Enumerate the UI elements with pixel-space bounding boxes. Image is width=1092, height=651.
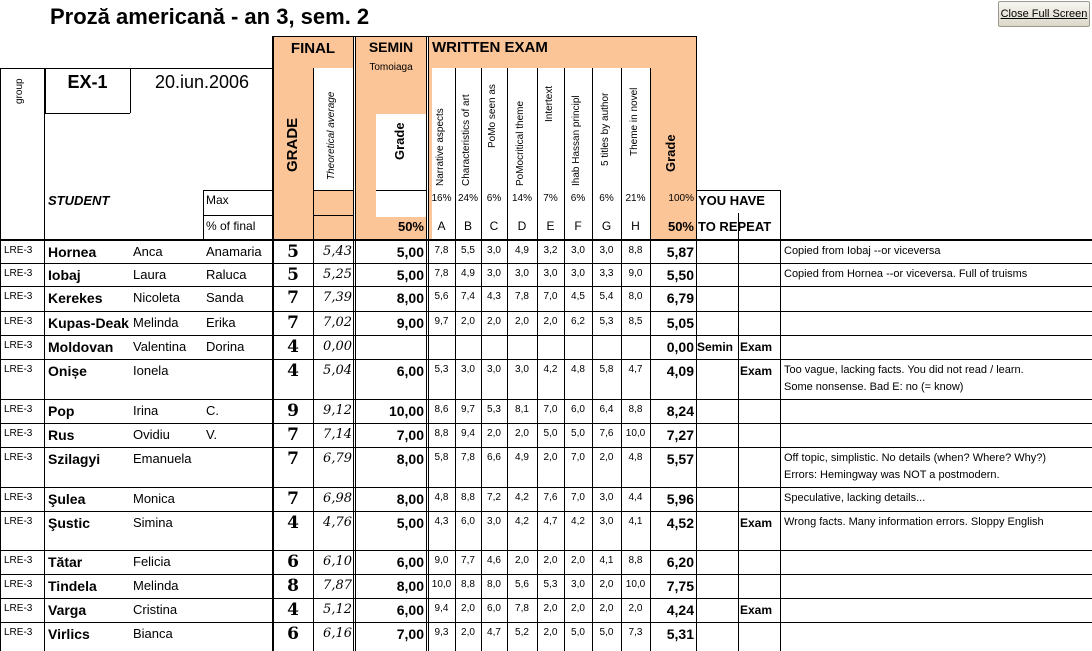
row-group: LRE-3 [4, 516, 33, 527]
row-divider [0, 574, 1092, 575]
row-score-h[interactable]: 10,0 [625, 579, 646, 590]
row-score-a[interactable]: 5,8 [434, 452, 449, 463]
row-score-c[interactable]: 3,0 [487, 516, 501, 527]
row-score-b[interactable]: 7,4 [461, 291, 475, 302]
row-score-c[interactable]: 4,3 [487, 291, 501, 302]
row-written-grade[interactable]: 0,00 [666, 339, 694, 355]
topic-f-letter: F [574, 219, 582, 233]
row-written-grade[interactable]: 5,05 [666, 315, 694, 331]
topic-a-letter: A [437, 219, 446, 233]
topic-h-weight: 21% [625, 193, 646, 204]
row-final-grade[interactable]: 7 [287, 288, 299, 308]
row-semin-grade[interactable]: 10,00 [388, 403, 424, 419]
row-first-name[interactable]: Irina [133, 403, 159, 418]
row-theoretical-average[interactable]: 0,00 [323, 339, 352, 354]
written-exam-header: WRITTEN EXAM [432, 39, 548, 56]
row-score-g[interactable]: 3,0 [599, 245, 614, 256]
row-group: LRE-3 [4, 603, 33, 614]
row-score-e[interactable]: 2,0 [543, 452, 558, 463]
row-group: LRE-3 [4, 245, 33, 256]
row-score-d[interactable]: 4,9 [515, 245, 529, 256]
row-score-b[interactable]: 8,8 [461, 579, 475, 590]
row-score-d[interactable]: 5,2 [515, 627, 529, 638]
row-score-d[interactable]: 3,0 [515, 268, 529, 279]
max-label: Max [206, 193, 229, 207]
row-group: LRE-3 [4, 291, 33, 302]
row-first-name[interactable]: Felicia [133, 554, 171, 569]
semin-teacher: Tomoiaga [369, 62, 413, 73]
row-last-name[interactable]: Virlics [48, 626, 90, 642]
row-repeat-exam: Exam [740, 364, 773, 378]
row-score-b[interactable]: 2,0 [461, 627, 475, 638]
repeat-header-line1: YOU HAVE [698, 193, 765, 208]
topic-e-name: Intertext [544, 85, 555, 122]
row-final-grade[interactable]: 5 [287, 242, 299, 262]
row-score-e[interactable]: 3,0 [543, 268, 558, 279]
row-semin-grade[interactable]: 5,00 [396, 267, 424, 283]
row-score-g[interactable]: 2,0 [599, 452, 614, 463]
row-group: LRE-3 [4, 579, 33, 590]
row-score-d[interactable]: 8,1 [515, 404, 529, 415]
row-score-b[interactable]: 8,8 [461, 492, 475, 503]
topic-c-name: PoMo seen as [487, 84, 498, 148]
row-first-name[interactable]: Laura [133, 267, 167, 282]
row-score-e[interactable]: 2,0 [543, 316, 558, 327]
row-group: LRE-3 [4, 364, 33, 375]
row-score-e[interactable]: 5,3 [543, 579, 558, 590]
row-score-f[interactable]: 3,0 [571, 579, 585, 590]
row-score-b[interactable]: 9,4 [461, 428, 475, 439]
written-max: 100% [668, 193, 694, 204]
row-group: LRE-3 [4, 627, 33, 638]
semin-pct: 50% [397, 219, 424, 234]
row-semin-grade[interactable]: 6,00 [396, 602, 424, 618]
row-score-d[interactable]: 7,8 [515, 603, 529, 614]
row-final-grade[interactable]: 7 [287, 449, 299, 469]
row-last-name[interactable]: Şulea [48, 491, 86, 507]
row-score-h[interactable]: 4,8 [628, 452, 643, 463]
row-first-name[interactable]: Monica [133, 491, 175, 506]
topic-d-name: PoMocritical theme [515, 100, 526, 186]
row-score-a[interactable]: 4,3 [434, 516, 449, 527]
row-comment-line1: Off topic, simplistic. No details (when? Where? Why?) [784, 452, 1047, 464]
row-semin-grade[interactable]: 8,00 [396, 578, 424, 594]
row-score-c[interactable]: 4,6 [487, 555, 501, 566]
row-repeat-exam: Exam [740, 603, 773, 617]
row-first-name[interactable]: Nicoleta [133, 290, 180, 305]
row-score-f[interactable]: 4,2 [571, 516, 585, 527]
row-divider [0, 359, 1092, 360]
row-theoretical-average[interactable]: 6,79 [323, 451, 352, 466]
row-first-name[interactable]: Melinda [133, 578, 179, 593]
row-group: LRE-3 [4, 492, 33, 503]
row-first-name[interactable]: Anca [133, 244, 163, 259]
row-score-h[interactable]: 10,0 [625, 428, 646, 439]
row-divider [0, 511, 1092, 512]
row-first-name[interactable]: Melinda [133, 315, 179, 330]
row-theoretical-average[interactable]: 5,12 [323, 602, 352, 617]
row-score-c[interactable]: 3,0 [487, 268, 501, 279]
row-final-grade[interactable]: 8 [287, 576, 299, 596]
row-theoretical-average[interactable]: 5,43 [323, 244, 352, 259]
row-score-c[interactable]: 3,0 [487, 364, 501, 375]
row-divider [0, 487, 1092, 488]
row-final-grade[interactable]: 6 [287, 624, 299, 644]
row-theoretical-average[interactable]: 6,98 [323, 491, 352, 506]
pct-of-final-label: % of final [206, 219, 256, 233]
row-score-f[interactable]: 7,0 [571, 452, 585, 463]
row-score-g[interactable]: 5,4 [599, 291, 614, 302]
row-last-name[interactable]: Şustic [48, 515, 91, 531]
row-first-name[interactable]: Simina [133, 515, 173, 530]
row-score-d[interactable]: 7,8 [515, 291, 529, 302]
row-score-h[interactable]: 4,7 [628, 364, 643, 375]
row-comment-line1: Too vague, lacking facts. You did not read / learn. [784, 364, 1024, 376]
row-final-grade[interactable]: 4 [287, 361, 299, 381]
row-written-grade[interactable]: 8,24 [666, 403, 694, 419]
row-score-a[interactable]: 9,7 [434, 316, 449, 327]
semin-header-bg-left [356, 114, 376, 239]
topic-f-weight: 6% [570, 193, 586, 204]
row-written-grade[interactable]: 4,09 [666, 363, 694, 379]
row-final-grade[interactable]: 7 [287, 313, 299, 333]
row-last-name[interactable]: Kupas-Deak [48, 315, 129, 331]
row-divider [0, 423, 1092, 424]
row-group: LRE-3 [4, 404, 33, 415]
row-score-a[interactable]: 5,6 [434, 291, 449, 302]
semin-header: SEMIN [368, 39, 414, 55]
row-last-name[interactable]: Onișe [48, 363, 87, 379]
row-score-g[interactable]: 3,0 [599, 516, 614, 527]
topic-h-name: Theme in novel [629, 87, 640, 156]
row-repeat-exam: Exam [740, 340, 773, 354]
row-score-f[interactable]: 2,0 [571, 603, 585, 614]
row-comment-line2: Some nonsense. Bad E: no (= know) [784, 381, 964, 393]
topic-g-weight: 6% [599, 193, 614, 204]
row-score-e[interactable]: 7,0 [543, 404, 558, 415]
row-score-c[interactable]: 5,3 [487, 404, 501, 415]
row-comment-line2: Errors: Hemingway was NOT a postmodern. [784, 469, 1000, 481]
topic-d-weight: 14% [511, 193, 532, 204]
row-score-a[interactable]: 4,8 [434, 492, 449, 503]
topic-a-name: Narrative aspects [435, 108, 446, 186]
row-comment-line1: Copied from Iobaj --or viceversa [784, 245, 941, 257]
row-final-grade[interactable]: 4 [287, 513, 299, 533]
exam-date: 20.iun.2006 [154, 72, 250, 92]
row-score-e[interactable]: 4,7 [543, 516, 558, 527]
row-semin-grade[interactable]: 7,00 [396, 427, 424, 443]
row-score-a[interactable]: 7,8 [434, 245, 449, 256]
row-written-grade[interactable]: 7,27 [666, 427, 694, 443]
row-score-a[interactable]: 9,3 [434, 627, 449, 638]
row-final-grade[interactable]: 6 [287, 552, 299, 572]
row-final-grade[interactable]: 5 [287, 265, 299, 285]
row-group: LRE-3 [4, 268, 33, 279]
row-middle-name[interactable]: Raluca [206, 267, 247, 282]
row-score-g[interactable]: 7,6 [599, 428, 614, 439]
topic-c-letter: C [489, 219, 499, 233]
row-theoretical-average[interactable]: 7,87 [323, 578, 352, 593]
row-score-d[interactable]: 4,2 [515, 492, 529, 503]
semin-grade-header: Grade [392, 122, 407, 160]
row-first-name[interactable]: Emanuela [133, 451, 192, 466]
row-score-c[interactable]: 2,0 [487, 316, 501, 327]
row-score-b[interactable]: 4,9 [461, 268, 475, 279]
row-last-name[interactable]: Szilagyi [48, 451, 101, 467]
row-divider [0, 598, 1092, 599]
group-header: group [14, 78, 25, 104]
row-score-c[interactable]: 8,0 [487, 579, 501, 590]
row-score-d[interactable]: 2,0 [515, 428, 529, 439]
row-final-grade[interactable]: 4 [287, 600, 299, 620]
row-score-f[interactable]: 4,5 [571, 291, 585, 302]
row-score-f[interactable]: 2,0 [571, 555, 585, 566]
row-semin-grade[interactable]: 6,00 [396, 554, 424, 570]
row-score-e[interactable]: 3,2 [543, 245, 558, 256]
row-first-name[interactable]: Ovidiu [133, 427, 170, 442]
row-first-name[interactable]: Ionela [133, 363, 169, 378]
row-written-grade[interactable]: 5,96 [666, 491, 694, 507]
row-score-f[interactable]: 6,2 [571, 316, 585, 327]
row-score-a[interactable]: 7,8 [434, 268, 449, 279]
row-score-a[interactable]: 8,8 [434, 428, 449, 439]
row-score-g[interactable]: 3,0 [599, 492, 614, 503]
row-group: LRE-3 [4, 452, 33, 463]
row-theoretical-average[interactable]: 7,39 [323, 290, 352, 305]
row-semin-grade[interactable]: 7,00 [396, 626, 424, 642]
row-last-name[interactable]: Kerekes [48, 290, 103, 306]
row-score-c[interactable]: 4,7 [487, 627, 501, 638]
row-score-h[interactable]: 8,8 [628, 555, 643, 566]
row-score-h[interactable]: 4,4 [628, 492, 643, 503]
row-score-e[interactable]: 2,0 [543, 603, 558, 614]
row-score-g[interactable]: 2,0 [599, 579, 614, 590]
row-score-f[interactable]: 5,0 [571, 428, 585, 439]
row-score-c[interactable]: 7,2 [487, 492, 501, 503]
topic-d-letter: D [517, 219, 527, 233]
row-first-name[interactable]: Bianca [133, 626, 173, 641]
row-score-b[interactable]: 7,7 [461, 555, 475, 566]
theoretical-average-header: Theoretical average [326, 91, 337, 180]
close-full-screen-button[interactable]: Close Full Screen [998, 1, 1090, 27]
row-divider [0, 263, 1092, 264]
row-written-grade[interactable]: 6,20 [666, 554, 694, 570]
row-score-d[interactable]: 4,9 [515, 452, 529, 463]
row-repeat-semin: Semin [697, 340, 734, 354]
topic-e-letter: E [546, 219, 555, 233]
row-score-d[interactable]: 4,2 [515, 516, 529, 527]
row-middle-name[interactable]: C. [206, 403, 219, 418]
row-score-d[interactable]: 5,6 [515, 579, 529, 590]
row-score-b[interactable]: 2,0 [461, 603, 475, 614]
row-score-a[interactable]: 5,3 [434, 364, 449, 375]
row-score-b[interactable]: 9,7 [461, 404, 475, 415]
exam-code: EX-1 [67, 72, 108, 92]
row-last-name[interactable]: Tătar [48, 554, 83, 570]
row-middle-name[interactable]: Dorina [206, 339, 245, 354]
row-last-name[interactable]: Pop [48, 403, 75, 419]
row-comment-line1: Wrong facts. Many information errors. Sloppy English [784, 516, 1044, 528]
row-last-name[interactable]: Tindela [48, 578, 97, 594]
row-score-b[interactable]: 5,5 [461, 245, 475, 256]
row-theoretical-average[interactable]: 5,04 [323, 363, 352, 378]
row-divider [0, 622, 1092, 623]
row-score-b[interactable]: 3,0 [461, 364, 475, 375]
row-score-g[interactable]: 6,4 [599, 404, 614, 415]
row-last-name[interactable]: Rus [48, 427, 75, 443]
row-divider [0, 447, 1092, 448]
row-score-h[interactable]: 7,3 [628, 627, 643, 638]
row-last-name[interactable]: Hornea [48, 244, 97, 260]
row-score-h[interactable]: 8,0 [628, 291, 643, 302]
row-group: LRE-3 [4, 428, 33, 439]
row-score-f[interactable]: 6,0 [571, 404, 585, 415]
row-score-a[interactable]: 9,4 [434, 603, 449, 614]
row-score-e[interactable]: 4,2 [543, 364, 558, 375]
row-divider [0, 550, 1092, 551]
row-score-f[interactable]: 4,8 [571, 364, 585, 375]
topic-g-letter: G [601, 219, 612, 233]
row-theoretical-average[interactable]: 5,25 [323, 267, 352, 282]
row-score-d[interactable]: 2,0 [515, 316, 529, 327]
row-written-grade[interactable]: 5,57 [666, 451, 694, 467]
topic-b-letter: B [463, 219, 472, 233]
written-grade-header: Grade [663, 134, 678, 172]
row-score-f[interactable]: 5,0 [571, 627, 585, 638]
row-score-d[interactable]: 2,0 [515, 555, 529, 566]
row-score-g[interactable]: 2,0 [599, 603, 614, 614]
row-theoretical-average[interactable]: 9,12 [323, 403, 352, 418]
row-score-a[interactable]: 8,6 [434, 404, 449, 415]
row-final-grade[interactable]: 9 [287, 401, 299, 421]
row-score-f[interactable]: 3,0 [571, 268, 585, 279]
topic-b-name: Characteristics of art [461, 94, 472, 186]
row-comment-line1: Copied from Hornea --or viceversa. Full of truisms [784, 268, 1028, 280]
row-middle-name[interactable]: Sanda [206, 290, 244, 305]
row-last-name[interactable]: Varga [48, 602, 87, 618]
row-score-b[interactable]: 6,0 [461, 516, 475, 527]
page-title: Proză americană - an 3, sem. 2 [50, 4, 370, 29]
row-theoretical-average[interactable]: 4,76 [323, 515, 352, 530]
row-group: LRE-3 [4, 340, 33, 351]
row-semin-grade[interactable]: 9,00 [396, 315, 424, 331]
row-final-grade[interactable]: 7 [287, 489, 299, 509]
row-score-c[interactable]: 2,0 [487, 428, 501, 439]
topic-g-name: 5 titles by author [600, 92, 611, 166]
row-theoretical-average[interactable]: 6,10 [323, 554, 352, 569]
row-repeat-exam: Exam [740, 516, 773, 530]
row-semin-grade[interactable]: 5,00 [396, 515, 424, 531]
topic-h-letter: H [631, 219, 640, 233]
row-score-c[interactable]: 3,0 [487, 245, 501, 256]
row-score-c[interactable]: 6,0 [487, 603, 501, 614]
row-score-g[interactable]: 5,8 [599, 364, 614, 375]
row-comment-line1: Speculative, lacking details... [784, 492, 926, 504]
row-middle-name[interactable]: Erika [206, 315, 236, 330]
row-score-a[interactable]: 9,0 [434, 555, 449, 566]
row-first-name[interactable]: Cristina [133, 602, 178, 617]
row-semin-grade[interactable]: 6,00 [396, 363, 424, 379]
row-last-name[interactable]: Iobaj [48, 267, 81, 283]
row-score-h[interactable]: 8,5 [628, 316, 643, 327]
row-semin-grade[interactable]: 8,00 [396, 491, 424, 507]
row-score-e[interactable]: 2,0 [543, 627, 558, 638]
row-score-h[interactable]: 9,0 [628, 268, 643, 279]
row-score-g[interactable]: 3,3 [599, 268, 614, 279]
row-score-g[interactable]: 5,0 [599, 627, 614, 638]
row-written-grade[interactable]: 5,31 [666, 626, 694, 642]
row-semin-grade[interactable]: 5,00 [396, 244, 424, 260]
repeat-header-line2: TO REPEAT [698, 219, 772, 234]
row-semin-grade[interactable]: 8,00 [396, 451, 424, 467]
row-score-c[interactable]: 6,6 [487, 452, 501, 463]
row-written-grade[interactable]: 5,50 [666, 267, 694, 283]
row-semin-grade[interactable]: 8,00 [396, 290, 424, 306]
row-written-grade[interactable]: 6,79 [666, 290, 694, 306]
row-score-e[interactable]: 5,0 [543, 428, 558, 439]
row-score-b[interactable]: 2,0 [461, 316, 475, 327]
row-score-e[interactable]: 7,6 [543, 492, 558, 503]
topic-e-weight: 7% [543, 193, 558, 204]
row-first-name[interactable]: Valentina [133, 339, 187, 354]
student-header: STUDENT [48, 193, 110, 208]
row-written-grade[interactable]: 5,87 [666, 244, 694, 260]
row-score-h[interactable]: 4,1 [628, 516, 643, 527]
row-score-h[interactable]: 8,8 [628, 404, 643, 415]
topic-b-weight: 24% [457, 193, 478, 204]
row-score-g[interactable]: 4,1 [599, 555, 614, 566]
row-score-h[interactable]: 2,0 [628, 603, 643, 614]
topic-c-weight: 6% [486, 193, 502, 204]
row-divider [0, 286, 1092, 287]
written-pct: 50% [667, 219, 694, 234]
row-score-e[interactable]: 2,0 [543, 555, 558, 566]
row-divider [0, 399, 1092, 400]
row-group: LRE-3 [4, 316, 33, 327]
row-divider [0, 335, 1092, 336]
row-written-grade[interactable]: 4,24 [666, 602, 694, 618]
row-middle-name[interactable]: Anamaria [206, 244, 262, 259]
row-score-h[interactable]: 8,8 [628, 245, 643, 256]
row-score-g[interactable]: 5,3 [599, 316, 614, 327]
row-score-a[interactable]: 10,0 [431, 579, 452, 590]
row-group: LRE-3 [4, 555, 33, 566]
row-theoretical-average[interactable]: 7,14 [323, 427, 352, 442]
row-score-f[interactable]: 3,0 [571, 245, 585, 256]
row-score-d[interactable]: 3,0 [515, 364, 529, 375]
grade-header: GRADE [284, 117, 301, 172]
row-divider [0, 311, 1092, 312]
row-written-grade[interactable]: 7,75 [666, 578, 694, 594]
final-header: FINAL [290, 40, 336, 57]
row-theoretical-average[interactable]: 7,02 [323, 315, 352, 330]
row-final-grade[interactable]: 4 [287, 337, 299, 357]
row-score-b[interactable]: 7,8 [461, 452, 475, 463]
topic-f-name: Ihab Hassan principl [571, 95, 582, 186]
row-theoretical-average[interactable]: 6,16 [323, 626, 352, 641]
topic-a-weight: 16% [431, 193, 452, 204]
row-middle-name[interactable]: V. [206, 427, 218, 442]
row-final-grade[interactable]: 7 [287, 425, 299, 445]
row-score-f[interactable]: 7,0 [571, 492, 585, 503]
row-score-e[interactable]: 7,0 [543, 291, 558, 302]
row-written-grade[interactable]: 4,52 [666, 515, 694, 531]
row-last-name[interactable]: Moldovan [48, 339, 114, 355]
